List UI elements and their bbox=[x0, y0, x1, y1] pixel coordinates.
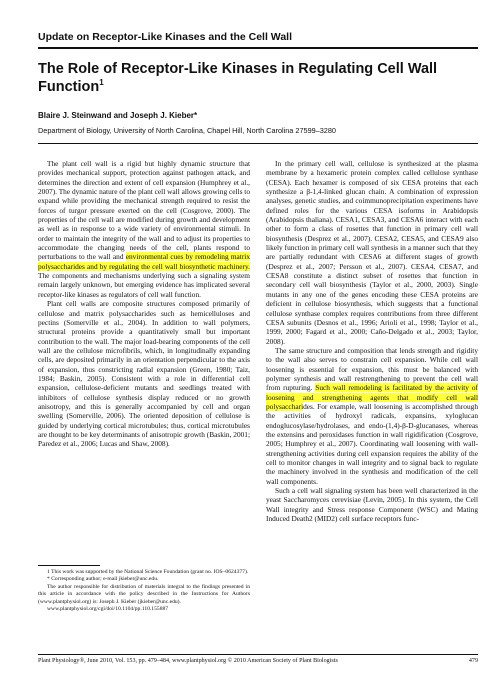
right-column bbox=[266, 159, 478, 523]
section-header: Update on Receptor-Like Kinases and the Cell Wall bbox=[38, 31, 292, 43]
affiliation: Department of Biology, University of North Carolina, Chapel Hill, North Carolina 27599–3280 bbox=[38, 126, 336, 135]
header-rule bbox=[38, 47, 478, 49]
title-footnote-marker: 1 bbox=[99, 78, 104, 88]
paragraph-intro bbox=[38, 159, 250, 299]
journal-citation: Plant Physiology®, June 2010, Vol. 153, pp. 479–484, www.plantphysiol.org © 2010 American Society of Plant Biologists bbox=[38, 658, 338, 664]
footnote-doi: www.plantphysiol.org/cgi/doi/10.1104/pp.110.155887 bbox=[47, 606, 169, 613]
footnote-funding: 1 This work was supported by the National Science Foundation (grant no. IOS–0624377). bbox=[47, 569, 249, 575]
paragraph-text: des. For example, wall loosening is accomplished through the activities of hydroxyl radicals, expansins, xyloglucan endoglucosylase/hydrolases, and endo-(1,4)-β-D-glucanases, whereas the extensins and peroxidases function in wall rigidification (Cosgrove, 2005; Humphrey et al., 2007). Coordinating wall loosening with wall-strengthening activities during cell expansion requires the ability of the cell to monitor changes in wall integrity and to signal back to regulate the machinery involved in the synthesis and modification of the cell wall components. bbox=[266, 401, 478, 486]
footnote-corresponding-author: * Corresponding author; e-mail jkieber@unc.edu. bbox=[47, 576, 159, 583]
footnotes bbox=[38, 569, 250, 613]
footnote-rule bbox=[38, 565, 100, 566]
paragraph-yeast-signaling: Such a cell wall signaling system has been well characterized in the yeast Saccharomyces cerevisiae (Levin, 2005). In this system, the Cell Wall integrity and Stress response Component (WSC) and Mating Induced Death2 (MID2) cell surface receptors func- bbox=[266, 486, 478, 524]
author-list: Blaire J. Steinwand and Joseph J. Kieber* bbox=[38, 111, 198, 120]
article-title-text: The Role of Receptor-Like Kinases in Regulating Cell Wall Function bbox=[38, 61, 438, 95]
highlighted-text: Such wall remodeling is facilitated by the activity of loosening and strengthening agents that modify cell wall polysacchari bbox=[266, 383, 478, 411]
left-column bbox=[38, 159, 250, 449]
footnote-materials: The author responsible for distribution of materials integral to the findings presented in this article in accordance with the policy described in the Instructions for Authors (www.plantphysiol.org) is: Joseph J. Kieber (jkieber@unc.edu). bbox=[38, 583, 250, 605]
paragraph-cell-wall-structure: Plant cell walls are composite structures composed primarily of cellulose and matrix polysaccharides such as hemicelluloses and pectins (Somerville et al., 2004). In addition to wall polymers, structural proteins provide a quantitatively small but important contribution to the wall. The major load-bearing components of the cell wall are the cellulose microfibrils, which, in longitudinally expanding cells, are deposited primarily in an orientation perpendicular to the axis of expansion, thus constricting radial expansion (Green, 1980; Taiz, 1984; Baskin, 2005). Consistent with a role in differential cell expansion, cellulose-deficient mutants and seedlings treated with inhibitors of cellulose synthesis display reduced or no growth anisotropy, and this is generally accompanied by cell and organ swelling (Somerville, 2006). The oriented deposition of cellulose is guided by underlying cortical microtubules; thus, cortical microtubules are thought to be key determinants of anisotropic growth (Baskin, 2001; Paredez et al., 2006; Lucas and Shaw, 2008). bbox=[38, 299, 250, 449]
page-number: 479 bbox=[468, 658, 478, 664]
paragraph-wall-remodeling bbox=[266, 346, 478, 486]
paragraph-cesa: In the primary cell wall, cellulose is synthesized at the plasma membrane by a hexameric protein complex called cellulose synthase (CESA). Each hexamer is composed of six CESA proteins that each synthesize a β-1,4-linked glucan chain. A combination of expression analyses, genetic studies, and coimmunoprecipitation experiments have defined roles for the various CESA isoforms in Arabidopsis (Arabidopsis thaliana). CESA1, CESA3, and CESA6 interact with each other to form a class of rosettes that function in primary cell wall biosynthesis (Desprez et al., 2007). CESA2, CESA5, and CESA9 also likely function in primary cell wall synthesis in a manner such that they are partially redundant with CESA6 at different stages of growth (Desprez et al., 2007; Persson et al., 2007). CESA4, CESA7, and CESA8 constitute a distinct subset of rosettes that function in secondary cell wall biosynthesis (Taylor et al., 2000, 2003). Single mutants in any one of the genes encoding these CESA proteins are deficient in cellulose biosynthesis, which suggests that a functional cellulose synthase complex requires contributions from three different CESA subunits (Desnos et al., 1996; Arioli et al., 1998; Taylor et al., 1999, 2000; Fagard et al., 2000; Caño-Delgado et al., 2003; Taylor, 2008). bbox=[266, 159, 478, 346]
footer-rule bbox=[38, 654, 478, 655]
paragraph-text: The components and mechanisms underlying such a signaling system remain largely unknown, but emerging evidence has implicated several receptor-like kinases as regulators of cell wall function. bbox=[38, 271, 250, 299]
title-block-rule bbox=[38, 143, 478, 144]
paragraph-text: The same structure and composition that lends strength and rigidity to the wall also serves to constrain cell expansion. While cell wall loosening is essential for expansion, this must be balanced with polymer synthesis and wall restrengthening to prevent the cell wall from rupturing. bbox=[266, 345, 478, 393]
highlighted-text: environmental cues by remodeling matrix polysaccharides and by regulating the cell wall biosynthetic machinery. bbox=[38, 252, 250, 271]
page-footer bbox=[38, 658, 478, 664]
paragraph-text: The plant cell wall is a rigid but highly dynamic structure that provides mechanical support, protection against pathogen attack, and determines the direction and extent of cell expansion (Humphrey et al., 2007). The dynamic nature of the plant cell wall allows growing cells to expand while providing the mechanical strength required to resist the forces of turgor pressure exerted on the cell (Cosgrove, 2000). The properties of the cell wall are modified during growth and development as well as in response to a wide variety of environmental stimuli. In order to maintain the integrity of the wall and to adjust its properties to accommodate the changing needs of the cell, plants respond to perturbations to the wall and bbox=[38, 159, 250, 262]
article-title bbox=[38, 60, 478, 96]
